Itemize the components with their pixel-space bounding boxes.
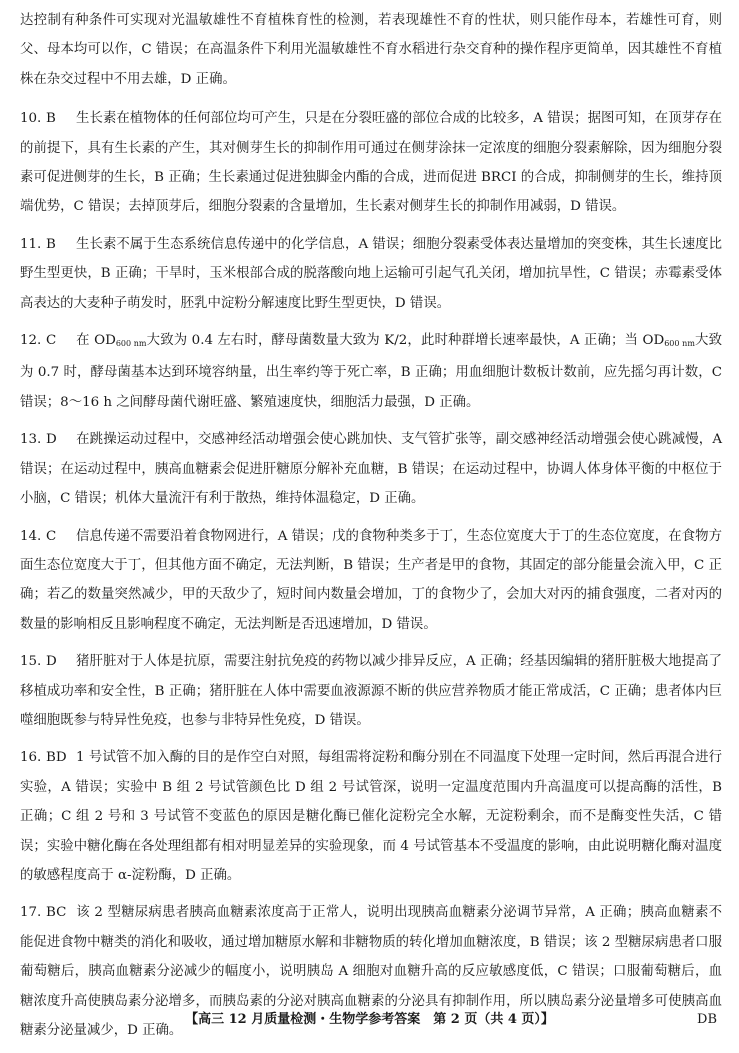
question-answer: C: [46, 333, 57, 349]
question-number: 16.: [20, 750, 42, 766]
intro-paragraph: 达控制有种条件可实现对光温敏雄性不育植株育性的检测，若表现雄性不育的性状，则只能作母本，若雄性可育，则父、母本均可以作，C 错误；在高温条件下利用光温敏雄性不育水稻进行杂交育种的操作程序更简单，因其雄性不育植株在杂交过程中不用去雄，D 正确。: [20, 13, 722, 87]
answer-item-13: [20, 425, 722, 513]
footer-title: 【高三 12 月质量检测・生物学参考答案 第 2 页（共 4 页）】: [185, 1012, 554, 1027]
question-number: 12.: [20, 333, 42, 349]
question-answer: BD: [46, 750, 67, 766]
answer-item-15: [20, 647, 722, 735]
explanation-text: 大致为 0.7 时，酵母菌基本达到环境容纳量，出生率约等于死亡率，B 正确；用血细胞计数板计数前，应先摇匀再计数，C 错误；8～16 h 之间酵母菌代谢旺盛、繁殖速度快，细胞活力最强，D 正确。: [20, 333, 722, 410]
question-number: 14.: [20, 528, 42, 544]
question-number: 11.: [20, 236, 42, 252]
question-number: 10.: [20, 111, 42, 127]
footer-code: DB: [697, 1012, 717, 1027]
question-answer: D: [46, 432, 57, 448]
question-number: 17.: [20, 905, 42, 921]
answer-item-14: [20, 522, 722, 640]
question-answer: BC: [46, 905, 67, 921]
question-answer: B: [46, 111, 56, 127]
answer-item-12: [20, 326, 722, 417]
explanation-text: 在跳操运动过程中，交感神经活动增强会使心跳加快、支气管扩张等，副交感神经活动增强会使心跳减慢，A 错误；在运动过程中，胰高血糖素会促进肝糖原分解补充血糖，B 错误；在运动过程中，协调人体身体平衡的中枢位于小脑，C 错误；机体大量流汗有利于散热，维持体温稳定，D 正确。: [20, 432, 722, 507]
explanation-text: 生长素不属于生态系统信息传递中的化学信息，A 错误；细胞分裂素受体表达量增加的突变株，其生长速度比野生型更快，B 正确；干旱时，玉米根部合成的脱落酸向地上运输可引起气孔关闭，增加抗旱性，C 错误；赤霉素受体高表达的大麦种子萌发时，胚乳中淀粉分解速度比野生型更快，D 错误。: [20, 236, 722, 311]
question-answer: C: [46, 528, 57, 544]
explanation-text: 大致为 0.4 左右时，酵母菌数量大致为 K/2，此时种群增长速率最快，A 正确；当 OD: [146, 333, 665, 349]
answer-item-10: [20, 104, 722, 222]
explanation-text: 该 2 型糖尿病患者胰高血糖素浓度高于正常人，说明出现胰高血糖素分泌调节异常，A 正确；胰高血糖素不能促进食物中糖类的消化和吸收，通过增加糖原水解和非糖物质的转化增加血糖浓度，B 错误；该 2 型糖尿病患者口服葡萄糖后，胰高血糖素分泌减少的幅度小，说明胰岛 A 细胞对血糖升高的反应敏感度低，C 错误；口服葡萄糖后，血糖浓度升高使胰岛素分泌增多，而胰岛素的分泌对胰高血糖素的分泌具有抑制作用，所以胰岛素分泌量增多可使胰高血糖素分泌量减少，D 正确。: [20, 905, 722, 1038]
explanation-text: 在 OD: [76, 333, 116, 349]
page-footer: [0, 1010, 739, 1030]
explanation-text: 信息传递不需要沿着食物网进行，A 错误；戊的食物种类多于丁，生态位宽度大于丁的生态位宽度，在食物方面生态位宽度大于丁，但其他方面不确定，无法判断，B 错误；生产者是甲的食物，其固定的部分能量会流入甲，C 正确；若乙的数量突然减少，甲的天敌少了，短时间内数量会增加，丁的食物少了，会加大对丙的捕食强度，二者对丙的数量的影响相反且影响程度不确定，无法判断是否迅速增加，D 错误。: [20, 528, 722, 632]
explanation-text: 猪肝脏对于人体是抗原，需要注射抗免疫的药物以减少排异反应，A 正确；经基因编辑的猪肝脏极大地提高了移植成功率和安全性，B 正确；猪肝脏在人体中需要血液源源不断的供应营养物质才能正常成活，C 正确；患者体内巨噬细胞既参与特异性免疫，也参与非特异性免疫，D 错误。: [20, 654, 722, 728]
answer-content: [20, 6, 722, 1053]
wavelength-subscript: 600 nm: [115, 339, 147, 349]
explanation-text: 1 号试管不加入酶的目的是作空白对照，每组需将淀粉和酶分别在不同温度下处理一定时间，然后再混合进行实验，A 错误；实验中 B 组 2 号试管颜色比 D 组 2 号试管深，说明一定温度范围内升高温度可以提高酶的活性，B 正确；C 组 2 号和 3 号试管不变蓝色的原因是糖化酶已催化淀粉完全水解，无淀粉剩余，而不是酶变性失活，C 错误；实验中糖化酶在各处理组都有相对明显差异的实验现象，而 4 号试管基本不受温度的影响，由此说明糖化酶对温度的敏感程度高于 α-淀粉酶，D 正确。: [20, 750, 722, 883]
question-answer: D: [46, 654, 57, 670]
question-number: 15.: [20, 654, 42, 670]
question-answer: B: [46, 236, 56, 252]
answer-item-11: [20, 230, 722, 318]
answer-item-16: [20, 743, 722, 890]
explanation-text: 生长素在植物体的任何部位均可产生，只是在分裂旺盛的部位合成的比较多，A 错误；据图可知，在顶芽存在的前提下，具有生长素的产生，其对侧芽生长的抑制作用可通过在侧芽涂抹一定浓度的细胞分裂素解除，因为细胞分裂素可促进侧芽的生长，B 正确；生长素通过促进独脚金内酯的合成，进而促进 BRCI 的合成，抑制侧芽的生长，维持顶端优势，C 错误；去掉顶芽后，细胞分裂素的含量增加，生长素对侧芽生长的抑制作用减弱，D 错误。: [20, 111, 722, 215]
wavelength-subscript: 600 nm: [664, 339, 695, 349]
question-number: 13.: [20, 432, 42, 448]
